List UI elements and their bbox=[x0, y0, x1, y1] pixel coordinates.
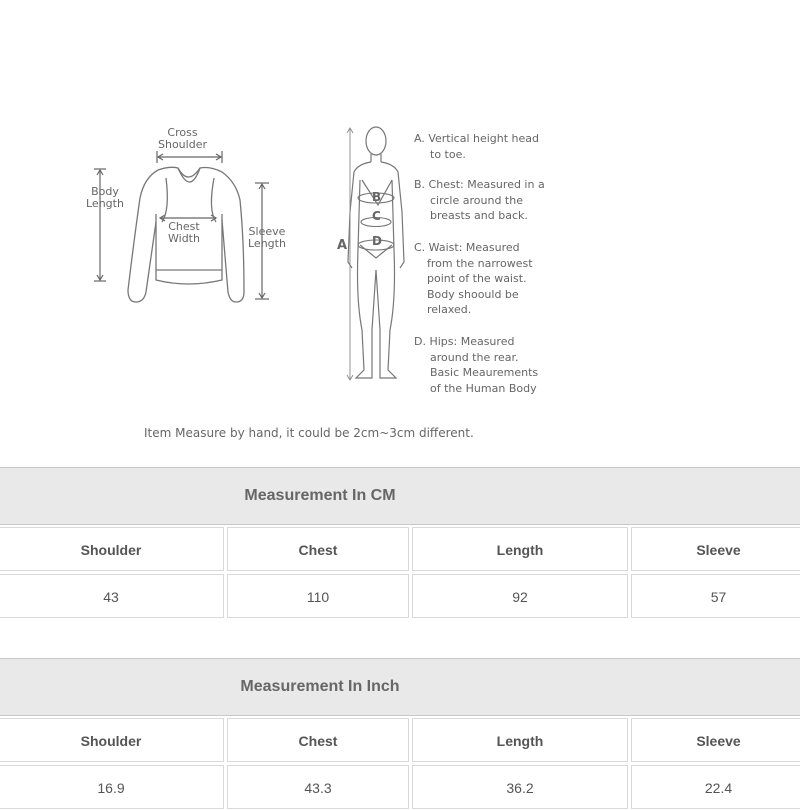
value-shoulder: 43 bbox=[0, 574, 224, 618]
legend-c: C. Waist: Measured from the narrowest point of the waist. Body shoould be relaxed. bbox=[414, 241, 533, 316]
table-header-row bbox=[0, 525, 800, 572]
marker-c: C bbox=[372, 209, 381, 223]
header-chest: Chest bbox=[227, 718, 409, 762]
header-length: Length bbox=[412, 718, 628, 762]
value-sleeve: 57 bbox=[631, 574, 800, 618]
header-length: Length bbox=[412, 527, 628, 571]
legend-d: D. Hips: Measured around the rear. Basic Meaurements of the Human Body bbox=[414, 335, 539, 395]
table-title-bar bbox=[0, 658, 800, 716]
header-shoulder: Shoulder bbox=[0, 718, 224, 762]
chest-width-label: Chest Width bbox=[168, 220, 200, 245]
cross-shoulder-label: Cross Shoulder bbox=[158, 126, 207, 151]
table-row bbox=[0, 572, 800, 619]
inch-size-table bbox=[0, 658, 800, 810]
sleeve-length-label: Sleeve Length bbox=[248, 225, 286, 250]
marker-a: A bbox=[337, 238, 348, 253]
table-title-bar bbox=[0, 467, 800, 525]
header-sleeve: Sleeve bbox=[631, 718, 800, 762]
body-length-label: Body Length bbox=[86, 185, 124, 210]
legend-b: B. Chest: Measured in a circle around the breasts and back. bbox=[414, 178, 545, 222]
table-row bbox=[0, 763, 800, 810]
measure-note: Item Measure by hand, it could be 2cm~3cm different. bbox=[144, 426, 474, 440]
legend-a: A. Vertical height head to toe. bbox=[414, 132, 540, 161]
value-length: 92 bbox=[412, 574, 628, 618]
table-title: Measurement In CM bbox=[244, 487, 396, 504]
value-length: 36.2 bbox=[412, 765, 628, 809]
value-sleeve: 22.4 bbox=[631, 765, 800, 809]
table-title: Measurement In Inch bbox=[240, 678, 400, 695]
marker-d: D bbox=[372, 234, 382, 248]
value-chest: 110 bbox=[227, 574, 409, 618]
cm-size-table bbox=[0, 467, 800, 619]
marker-b: B bbox=[372, 190, 382, 204]
header-shoulder: Shoulder bbox=[0, 527, 224, 571]
header-sleeve: Sleeve bbox=[631, 527, 800, 571]
header-chest: Chest bbox=[227, 527, 409, 571]
value-chest: 43.3 bbox=[227, 765, 409, 809]
table-header-row bbox=[0, 716, 800, 763]
value-shoulder: 16.9 bbox=[0, 765, 224, 809]
